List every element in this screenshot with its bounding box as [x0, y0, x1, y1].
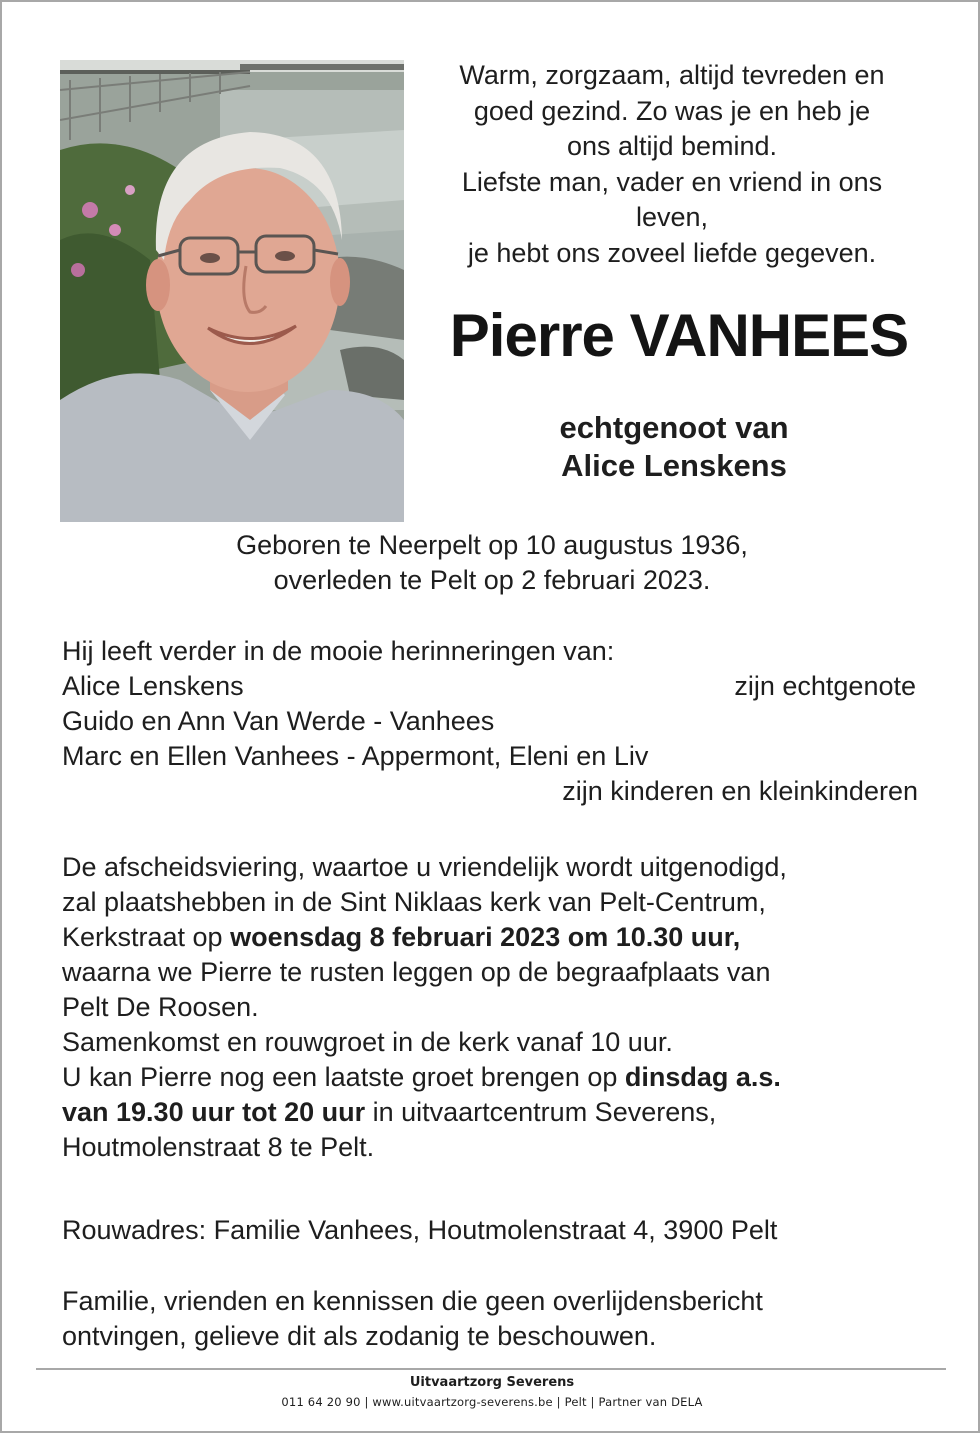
family-intro: Hij leeft verder in de mooie herinneringen van:: [62, 636, 615, 666]
poem-line: goed gezind. Zo was je en heb je: [473, 95, 871, 126]
funeral-company-contact: 011 64 20 90 | www.uitvaartzorg-severens.be | Pelt | Partner van DELA: [281, 1395, 703, 1409]
ceremony-line: waarna we Pierre te rusten leggen op de begraafplaats van: [62, 957, 771, 987]
ceremony-line: [62, 1095, 922, 1130]
ceremony-line: Pelt De Roosen.: [62, 992, 259, 1022]
poem-line: Warm, zorgzaam, altijd tevreden en: [459, 60, 885, 90]
notice-line: ontvingen, gelieve dit als zodanig te beschouwen.: [62, 1321, 657, 1351]
ceremony-text: U kan Pierre nog een laatste groet brengen op: [62, 1062, 625, 1092]
spouse-info: [416, 409, 932, 485]
spouse-name: Alice Lenskens: [561, 448, 787, 483]
ceremony-details: [62, 850, 922, 1165]
family-row-child: Guido en Ann Van Werde - Vanhees: [62, 706, 495, 736]
ceremony-date: woensdag 8 februari 2023 om 10.30 uur,: [230, 922, 741, 952]
portrait-photo: [60, 60, 404, 522]
death-line: overleden te Pelt op 2 februari 2023.: [273, 565, 711, 595]
ceremony-line: Samenkomst en rouwgroet in de kerk vanaf 10 uur.: [62, 1027, 673, 1057]
memorial-poem: [416, 58, 928, 271]
deceased-name: Pierre VANHEES: [449, 302, 909, 369]
ceremony-line: [62, 920, 922, 955]
mourning-address: Rouwadres: Familie Vanhees, Houtmolenstraat 4, 3900 Pelt: [62, 1215, 778, 1245]
ceremony-line: De afscheidsviering, waartoe u vriendelijk wordt uitgenodigd,: [62, 852, 787, 882]
family-row-child: Marc en Ellen Vanhees - Appermont, Eleni en Liv: [62, 741, 649, 771]
birth-line: Geboren te Neerpelt op 10 augustus 1936,: [236, 530, 748, 560]
funeral-company: Uitvaartzorg Severens: [409, 1375, 575, 1390]
visitation-time: van 19.30 uur tot 20 uur: [62, 1097, 366, 1127]
ceremony-line: [62, 1060, 922, 1095]
ceremony-text: Kerkstraat op: [62, 922, 231, 952]
family-row-wife: [62, 669, 922, 704]
spouse-relation: echtgenoot van: [559, 410, 789, 445]
notice-line: Familie, vrienden en kennissen die geen overlijdensbericht: [62, 1286, 763, 1316]
visitation-day: dinsdag a.s.: [624, 1062, 781, 1092]
ceremony-text: in uitvaartcentrum Severens,: [365, 1097, 717, 1127]
life-dates: [2, 528, 980, 598]
poem-line: ons altijd bemind.: [566, 131, 778, 161]
family-list: [62, 634, 922, 809]
ceremony-line: Houtmolenstraat 8 te Pelt.: [62, 1132, 375, 1162]
poem-line: leven,: [635, 202, 709, 232]
poem-line: Liefste man, vader en vriend in ons: [461, 166, 883, 197]
wife-role: zijn echtgenote: [734, 671, 916, 701]
poem-line: je hebt ons zoveel liefde gegeven.: [467, 237, 877, 268]
wife-name: Alice Lenskens: [62, 671, 244, 701]
footer-divider: [36, 1368, 946, 1370]
children-role: zijn kinderen en kleinkinderen: [562, 776, 918, 806]
closing-notice: [62, 1284, 922, 1354]
ceremony-line: zal plaatshebben in de Sint Niklaas kerk van Pelt-Centrum,: [62, 887, 766, 917]
